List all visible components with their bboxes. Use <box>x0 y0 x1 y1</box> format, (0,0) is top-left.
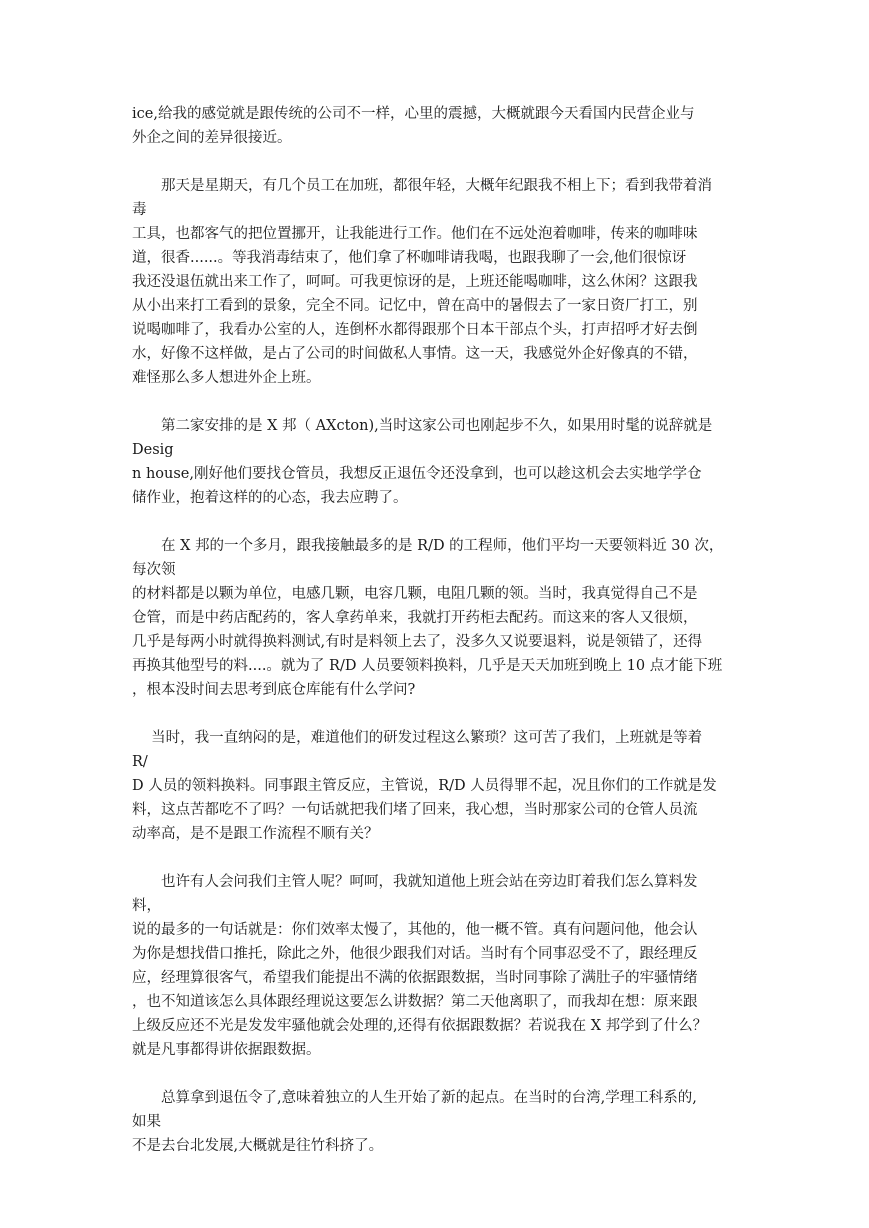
text-line: 难怪那么多人想进外企上班。 <box>132 370 321 386</box>
text-line: 说的最多的一句话就是：你们效率太慢了，其他的，他一概不管。真有问题问他，他会认 <box>132 922 698 938</box>
text-line: 当时，我一直纳闷的是，难道他们的研发过程这么繁琐？这可苦了我们，上班就是等着 <box>132 730 703 746</box>
text-line: 的材料都是以颗为单位，电感几颗，电容几颗，电阻几颗的领。当时，我真觉得自己不是 <box>132 586 698 602</box>
text-line: 水，好像不这样做，是占了公司的时间做私人事情。这一天，我感觉外企好像真的不错， <box>132 346 698 362</box>
text-line: 上级反应还不光是发发牢骚他就会处理的,还得有依据跟数据？若说我在 X 邦学到了什么？ <box>132 1018 708 1034</box>
text-line: 从小出来打工看到的景象，完全不同。记忆中，曾在高中的暑假去了一家日资厂打工，别 <box>132 298 698 314</box>
text-line: 仓管，而是中药店配药的，客人拿药单来，我就打开药柜去配药。而这来的客人又很烦， <box>132 610 698 626</box>
text-line: 如果 <box>132 1114 161 1130</box>
text-line: 第二家安排的是 X 邦（ AXcton),当时这家公司也刚起步不久，如果用时髦的说辞就是 <box>132 418 713 434</box>
text-line: R/ <box>132 754 148 770</box>
text-line: 外企之间的差异很接近。 <box>132 130 292 146</box>
text-line: 在 X 邦的一个多月，跟我接触最多的是 R/D 的工程师，他们平均一天要领料近 30 次， <box>132 538 724 554</box>
text-line: n house,刚好他们要找仓管员，我想反正退伍令还没拿到，也可以趁这机会去实地学学仓 <box>132 466 702 482</box>
text-line: 说喝咖啡了，我看办公室的人，连倒杯水都得跟那个日本干部点个头，打声招呼才好去倒 <box>132 322 698 338</box>
text-line: 也许有人会问我们主管人呢？呵呵，我就知道他上班会站在旁边盯着我们怎么算料发 <box>132 874 698 890</box>
text-line: 我还没退伍就出来工作了，呵呵。可我更惊讶的是，上班还能喝咖啡，这么休闲？这跟我 <box>132 274 698 290</box>
text-line: 就是凡事都得讲依据跟数据。 <box>132 1042 321 1058</box>
text-line: 应，经理算很客气，希望我们能提出不满的依据跟数据，当时同事除了满肚子的牢骚情绪 <box>132 970 698 986</box>
text-line: 总算拿到退伍令了,意味着独立的人生开始了新的起点。在当时的台湾,学理工科系的, <box>132 1090 697 1106</box>
text-line: ，根本没时间去思考到底仓库能有什么学问? <box>132 682 416 698</box>
text-line: ，也不知道该怎么具体跟经理说这要怎么讲数据？第二天他离职了，而我却在想：原来跟 <box>132 994 698 1010</box>
text-line: 道，很香......。等我消毒结束了，他们拿了杯咖啡请我喝，也跟我聊了一会,他们很惊讶 <box>132 250 687 266</box>
text-line: 每次领 <box>132 562 176 578</box>
text-line: 为你是想找借口推托，除此之外，他很少跟我们对话。当时有个同事忍受不了，跟经理反 <box>132 946 698 962</box>
text-line: 储作业，抱着这样的的心态，我去应聘了。 <box>132 490 408 506</box>
text-line: 不是去台北发展,大概就是往竹科挤了。 <box>132 1138 384 1154</box>
text-line: Desig <box>132 442 174 458</box>
text-line: 料，这点苦都吃不了吗？一句话就把我们堵了回来，我心想，当时那家公司的仓管人员流 <box>132 802 698 818</box>
text-line: 动率高，是不是跟工作流程不顺有关？ <box>132 826 379 842</box>
text-line: 那天是星期天，有几个员工在加班，都很年轻，大概年纪跟我不相上下；看到我带着消 <box>132 178 712 194</box>
text-line: D 人员的领料换料。同事跟主管反应，主管说，R/D 人员得罪不起，况且你们的工作就是发 <box>132 778 717 794</box>
text-line: 料， <box>132 898 161 914</box>
text-line: 几乎是每两小时就得换料测试,有时是料领上去了，没多久又说要退料，说是领错了，还得 <box>132 634 703 650</box>
text-line: 再换其他型号的料....。就为了 R/D 人员要领料换料，几乎是天天加班到晚上 10 点才能下班 <box>132 658 723 674</box>
text-line: 毒 <box>132 202 147 218</box>
text-line: 工具，也都客气的把位置挪开，让我能进行工作。他们在不远处泡着咖啡，传来的咖啡味 <box>132 226 698 242</box>
text-line: ice,给我的感觉就是跟传统的公司不一样，心里的震撼，大概就跟今天看国内民营企业与 <box>132 106 695 122</box>
